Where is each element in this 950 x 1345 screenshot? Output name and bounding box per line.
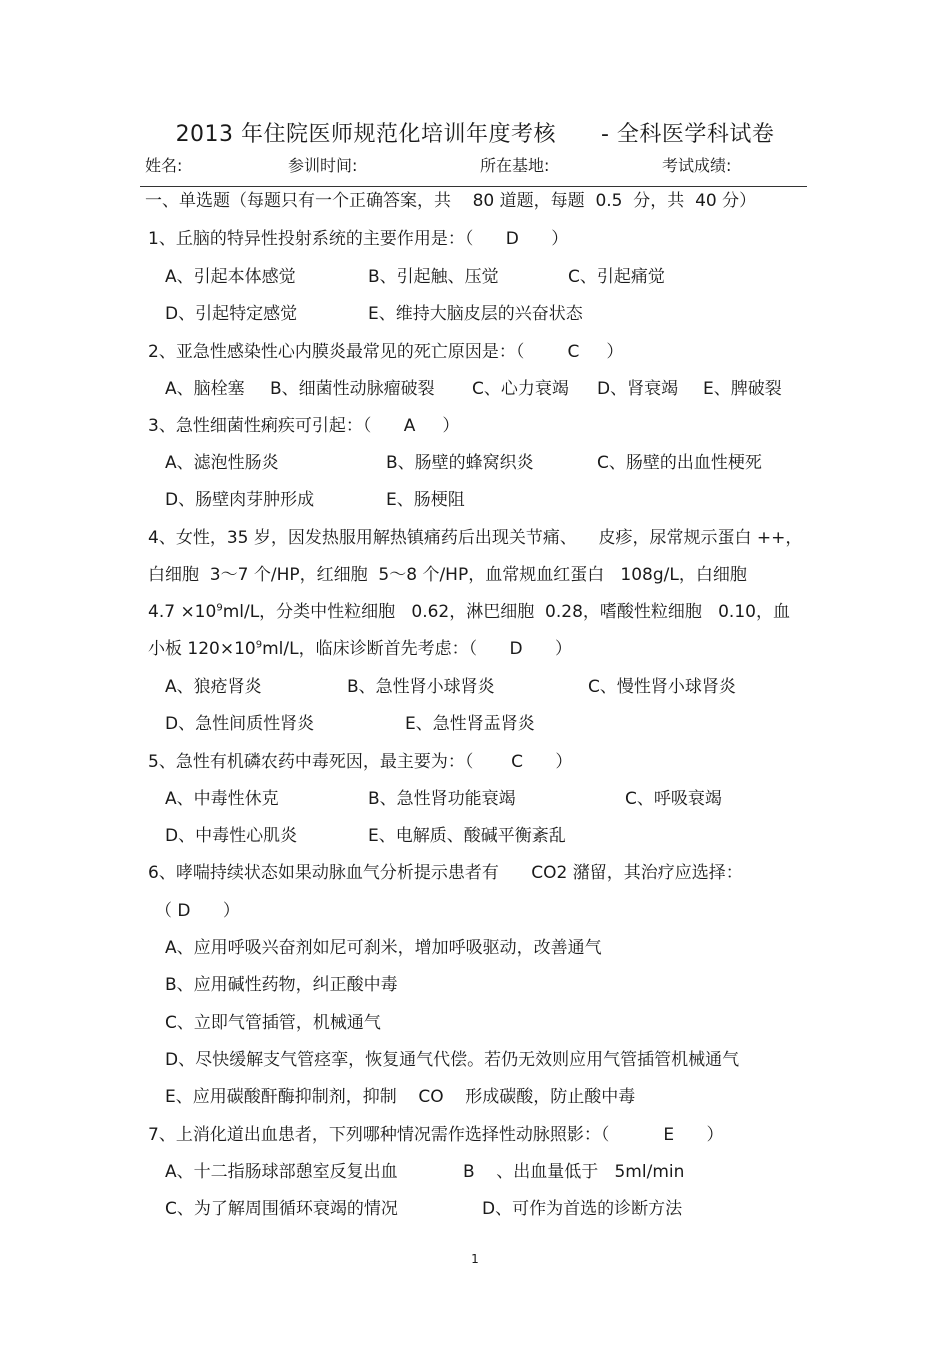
question-1-stem: 1、丘脑的特异性投射系统的主要作用是：（ D ）: [148, 229, 569, 249]
q4-option-b: B、急性肾小球肾炎: [347, 677, 495, 697]
q5-option-e: E、电解质、酸碱平衡紊乱: [368, 826, 566, 846]
question-4-line-4: [148, 638, 572, 660]
q6-option-c: C、立即气管插管，机械通气: [165, 1013, 381, 1033]
q4-exponent-2: 9: [255, 639, 263, 651]
q4-option-c: C、慢性肾小球肾炎: [588, 677, 736, 697]
question-5-stem: 5、急性有机磷农药中毒死因，最主要为：（ C ）: [148, 752, 573, 772]
question-4-line-3: [148, 601, 790, 623]
q4-exponent: 9: [216, 602, 223, 614]
q5-option-a: A、中毒性休克: [165, 789, 279, 809]
question-6-line-2: （ D ）: [155, 901, 240, 921]
q1-option-b: B、引起触、压觉: [368, 267, 499, 287]
page-number: 1: [471, 1252, 479, 1266]
q5-option-d: D、中毒性心肌炎: [165, 826, 298, 846]
question-4-line-2: 白细胞 3～7 个/HP，红细胞 5～8 个/HP，血常规血红蛋白 108g/L，白细胞: [148, 565, 747, 585]
question-2-stem: 2、亚急性感染性心内膜炎最常见的死亡原因是：（ C ）: [148, 342, 624, 362]
q4-line-3-rest: ml/L，分类中性粒细胞 0.62，淋巴细胞 0.28，嗜酸性粒细胞 0.10，血: [222, 602, 790, 622]
q5-option-b: B、急性肾功能衰竭: [368, 789, 516, 809]
q6-option-d: D、尽快缓解支气管痉挛，恢复通气代偿。若仍无效则应用气管插管机械通气: [165, 1050, 740, 1070]
q6-option-e: E、应用碳酸酐酶抑制剂，抑制 CO 形成碳酸，防止酸中毒: [165, 1087, 636, 1107]
base-field-label: 所在基地:: [480, 156, 550, 175]
q1-option-a: A、引起本体感觉: [165, 267, 296, 287]
question-6-line-1: 6、哮喘持续状态如果动脉血气分析提示患者有 CO2 潴留，其治疗应选择：: [148, 863, 743, 883]
q1-option-d: D、引起特定感觉: [165, 304, 298, 324]
q1-option-c: C、引起痛觉: [568, 267, 665, 287]
header-divider: [140, 186, 807, 187]
q3-option-b: B、肠壁的蜂窝织炎: [386, 453, 534, 473]
q2-option-d: D、肾衰竭: [597, 379, 679, 399]
q3-option-c: C、肠壁的出血性梗死: [597, 453, 762, 473]
page-title: 2013 年住院医师规范化培训年度考核 - 全科医学科试卷: [175, 122, 775, 147]
q4-option-e: E、急性肾盂肾炎: [405, 714, 535, 734]
q2-option-b: B、细菌性动脉瘤破裂: [270, 379, 435, 399]
q6-option-b: B、应用碱性药物，纠正酸中毒: [165, 975, 398, 995]
q3-option-e: E、肠梗阻: [386, 490, 465, 510]
question-4-line-1: 4、女性，35 岁，因发热服用解热镇痛药后出现关节痛、 皮疹，尿常规示蛋白 ++，: [148, 528, 803, 548]
q4-wbc-value: 4.7 ×10: [148, 602, 217, 622]
q1-option-e: E、维持大脑皮层的兴奋状态: [368, 304, 583, 324]
training-time-field-label: 参训时间:: [288, 156, 358, 175]
q4-line-4-rest: ml/L，临床诊断首先考虑：（ D ）: [262, 639, 573, 659]
q6-option-a: A、应用呼吸兴奋剂如尼可刹米，增加呼吸驱动，改善通气: [165, 938, 602, 958]
question-7-stem: 7、上消化道出血患者，下列哪种情况需作选择性动脉照影：（ E ）: [148, 1125, 724, 1145]
q4-option-a: A、狼疮肾炎: [165, 677, 262, 697]
q2-option-c: C、心力衰竭: [472, 379, 569, 399]
q4-option-d: D、急性间质性肾炎: [165, 714, 315, 734]
q7-option-b: B 、出血量低于 5ml/min: [463, 1162, 685, 1182]
q7-option-a: A、十二指肠球部憩室反复出血: [165, 1162, 398, 1182]
name-field-label: 姓名:: [145, 156, 183, 175]
score-field-label: 考试成绩:: [662, 156, 732, 175]
q5-option-c: C、呼吸衰竭: [625, 789, 722, 809]
q7-option-c: C、为了解周围循环衰竭的情况: [165, 1199, 398, 1219]
q4-platelet-value: 小板 120×10: [148, 639, 256, 659]
q3-option-d: D、肠壁肉芽肿形成: [165, 490, 315, 510]
question-3-stem: 3、急性细菌性痢疾可引起：（ A ）: [148, 416, 460, 436]
q3-option-a: A、滤泡性肠炎: [165, 453, 279, 473]
q2-option-a: A、脑栓塞: [165, 379, 245, 399]
q7-option-d: D、可作为首选的诊断方法: [482, 1199, 683, 1219]
section-heading: 一、单选题（每题只有一个正确答案，共 80 道题，每题 0.5 分，共 40 分）: [145, 191, 757, 211]
q2-option-e: E、脾破裂: [703, 379, 782, 399]
